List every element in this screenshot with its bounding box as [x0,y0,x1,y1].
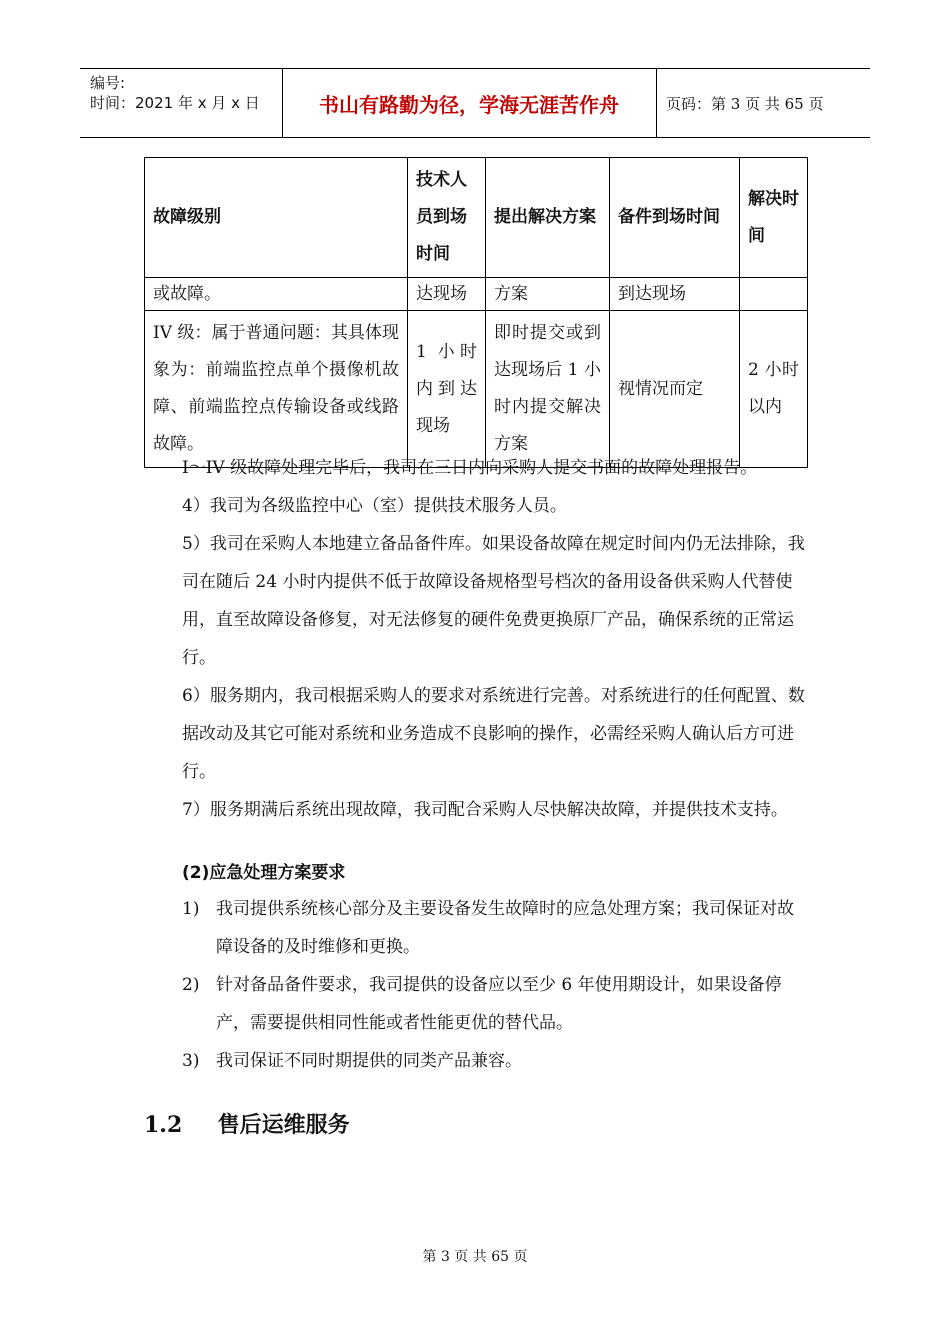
header-motto: 书山有路勤为径，学海无涯苦作舟 [319,92,619,117]
list-item [182,1042,808,1080]
table-header-cell: 解决时间 [740,158,808,278]
paragraph: 7）服务期满后系统出现故障，我司配合采购人尽快解决故障，并提供技术支持。 [182,800,788,820]
list-item [182,966,808,1042]
section-number: 1.2 [144,1112,183,1138]
header-meta [90,73,260,113]
table-cell: 即时提交或到达现场后 1 小时内提交解决方案 [486,311,610,468]
table-cell [740,278,808,311]
table-cell: 视情况而定 [610,311,740,468]
header-number-label: 编号: [90,74,126,92]
page-footer: 第 3 页 共 65 页 [422,1249,528,1265]
table-cell: 或故障。 [145,278,408,311]
table-cell: 方案 [486,278,610,311]
paragraph: 5）我司在采购人本地建立备品备件库。如果设备故障在规定时间内仍无法排除，我司在随后 24 小时内提供不低于故障设备规格型号档次的备用设备供采购人代替使用，直至故障设备修复，对无法修复的硬件免费更换原厂产品，确保系统的正常运行。 [182,534,805,668]
fault-level-table [144,157,808,468]
paragraph: 4）我司为各级监控中心（室）提供技术服务人员。 [182,496,567,516]
body-text [182,449,808,829]
list-item-text: 针对备品备件要求，我司提供的设备应以至少 6 年使用期设计，如果设备停产，需要提供相同性能或者性能更优的替代品。 [216,975,782,1033]
table-cell: 1 小时内到达现场 [408,311,486,468]
table-header-cell: 提出解决方案 [486,158,610,278]
header-date-label: 时间：2021 年 x 月 x 日 [90,94,260,112]
table-cell: IV 级：属于普通问题：其具体现象为：前端监控点单个摄像机故障、前端监控点传输设备或线路故障。 [145,311,408,468]
list-item-text: 我司保证不同时期提供的同类产品兼容。 [216,1051,522,1071]
list-item-number: 2) [182,975,200,995]
section-heading [144,1108,350,1139]
paragraph: I～IV 级故障处理完毕后，我司在三日内向采购人提交书面的故障处理报告。 [182,458,758,478]
section-title: 售后运维服务 [217,1113,350,1138]
table-cell: 到达现场 [610,278,740,311]
table-cell: 达现场 [408,278,486,311]
header-page-label: 页码：第 3 页 共 65 页 [666,94,824,113]
list-item-number: 1) [182,899,200,919]
list-item [182,890,808,966]
table-cell: 2 小时以内 [740,311,808,468]
page-header [80,68,870,138]
paragraph: 6）服务期内，我司根据采购人的要求对系统进行完善。对系统进行的任何配置、数据改动及其它可能对系统和业务造成不良影响的操作，必需经采购人确认后方可进行。 [182,686,805,782]
list-item-number: 3) [182,1051,200,1071]
table-row [145,278,808,311]
header-divider [656,69,657,137]
table-row [145,311,808,468]
requirements-list [182,890,808,1080]
table-header-cell: 备件到场时间 [610,158,740,278]
list-item-text: 我司提供系统核心部分及主要设备发生故障时的应急处理方案；我司保证对故障设备的及时维修和更换。 [216,899,794,957]
subheading: (2)应急处理方案要求 [182,863,346,883]
table-header-cell: 故障级别 [145,158,408,278]
table-header-cell: 技术人员到场时间 [408,158,486,278]
table-header-row [145,158,808,278]
